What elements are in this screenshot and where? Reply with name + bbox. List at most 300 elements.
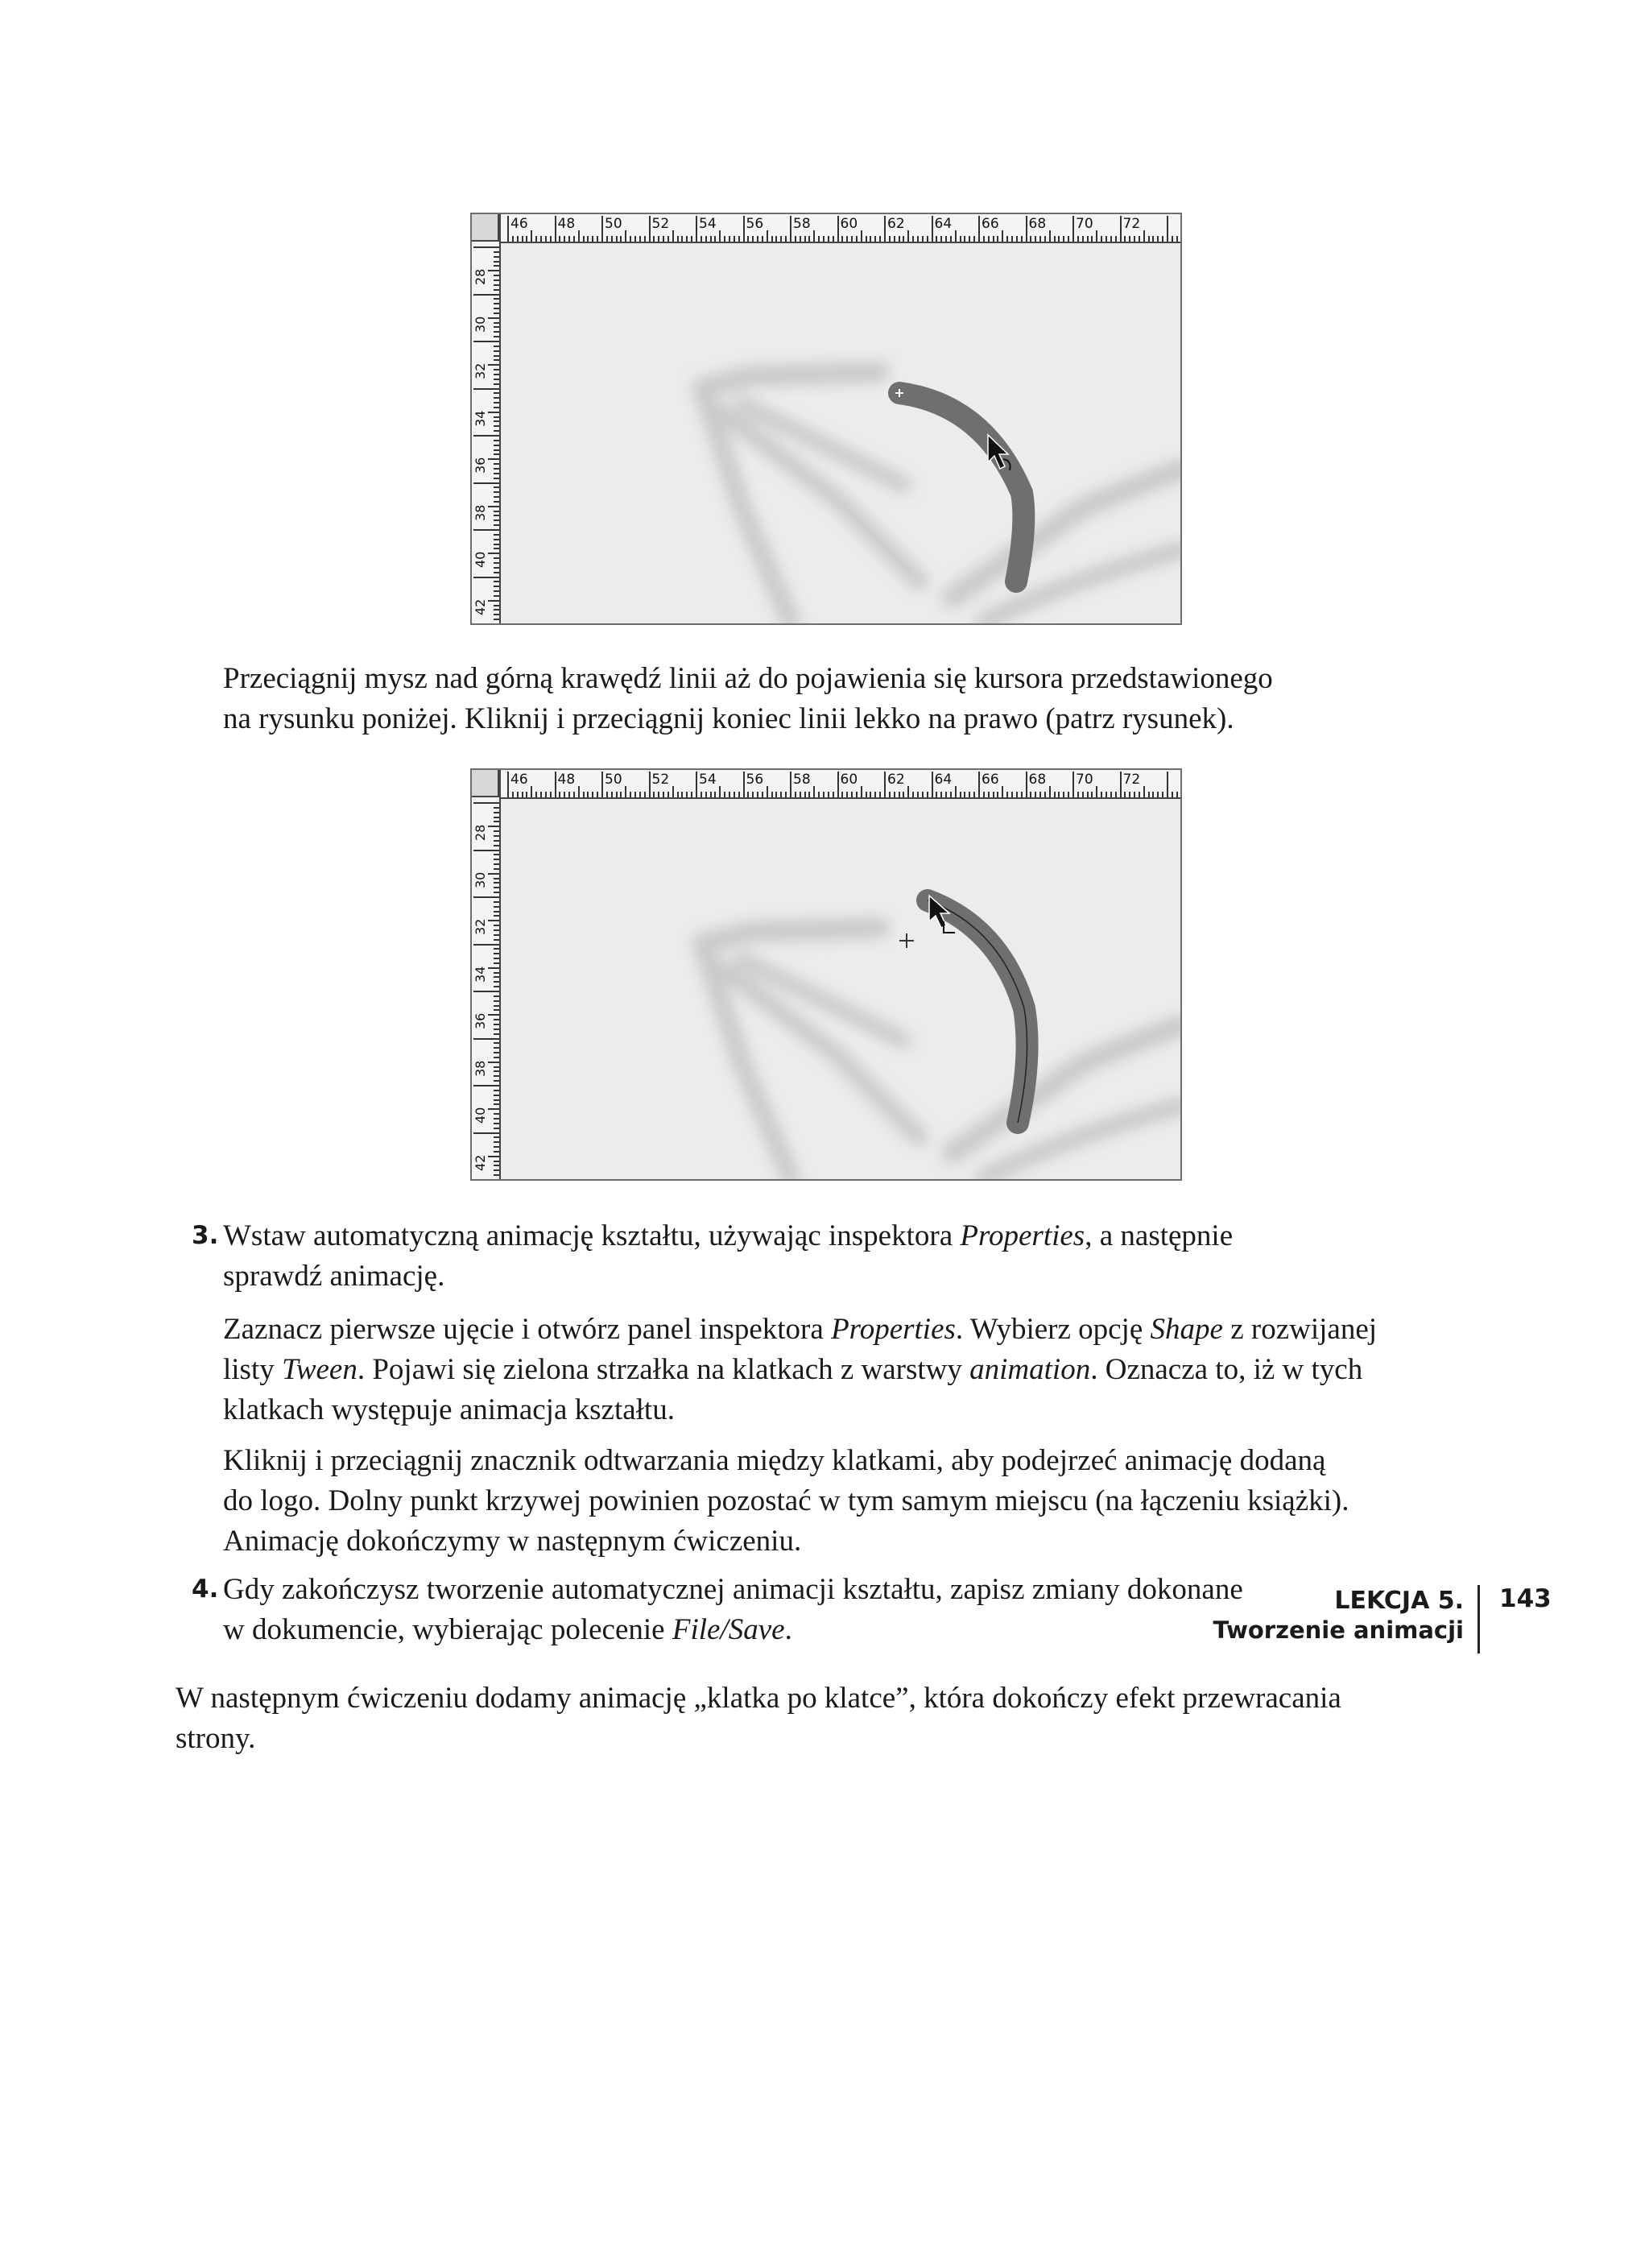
ruler-tick: [705, 792, 707, 797]
ruler-tick: [494, 511, 499, 512]
ruler-label: 36: [473, 457, 488, 474]
ruler-tick: [473, 623, 499, 625]
ruler-tick: [494, 275, 499, 276]
ruler-tick: [644, 792, 646, 797]
ruler-tick: [912, 236, 914, 242]
ruler-tick: [494, 501, 499, 503]
ruler-tick: [473, 896, 499, 898]
ruler-label: 60: [840, 772, 858, 788]
ruler-tick: [494, 284, 499, 286]
ruler-tick: [512, 236, 514, 242]
ruler-tick: [494, 326, 499, 328]
ruler-tick: [1172, 236, 1173, 242]
ruler-tick: [1077, 792, 1079, 797]
ruler-tick: [494, 562, 499, 564]
text-line: Przeciągnij mysz nad górną krawędź linii aż do pojawienia się kursora przedstawionego: [223, 662, 1273, 695]
ruler-tick: [592, 792, 593, 797]
ruler-tick: [767, 230, 768, 242]
horizontal-ruler: [472, 214, 1180, 243]
ruler-tick: [494, 972, 499, 974]
ruler-tick: [630, 236, 631, 242]
ruler-label: 64: [934, 216, 953, 232]
ruler-tick: [823, 792, 824, 797]
ruler-tick: [907, 786, 909, 797]
ruler-tick: [568, 792, 570, 797]
ruler-tick: [531, 786, 532, 797]
step-number: 3.: [192, 1221, 219, 1250]
ruler-tick: [870, 792, 871, 797]
ruler-tick: [578, 786, 580, 797]
ruler-tick: [494, 1128, 499, 1129]
ruler-tick: [488, 270, 499, 271]
ruler-tick: [1049, 230, 1051, 242]
ruler-tick: [494, 425, 499, 427]
ui-term: File/Save: [672, 1613, 785, 1646]
ruler-tick: [899, 792, 900, 797]
ruler-tick: [488, 826, 499, 827]
ruler-tick: [494, 539, 499, 540]
curve-line[interactable]: [928, 900, 1027, 1123]
ruler-tick: [494, 868, 499, 870]
ruler-label: 72: [1122, 772, 1141, 788]
ruler-tick: [494, 958, 499, 959]
ruler-tick: [494, 892, 499, 893]
ruler-tick: [494, 1028, 499, 1030]
ruler-tick: [1148, 792, 1150, 797]
ruler-tick: [861, 230, 862, 242]
ruler-tick: [907, 230, 909, 242]
ruler-tick: [512, 792, 514, 797]
ruler-tick: [1002, 786, 1003, 797]
ruler-tick: [494, 463, 499, 465]
ruler-tick: [889, 792, 891, 797]
ruler-tick: [866, 236, 867, 242]
ruler-tick: [494, 835, 499, 837]
ruler-tick: [667, 792, 669, 797]
paragraph-scrub-playhead: [223, 1441, 1349, 1562]
ruler-tick: [494, 407, 499, 408]
screenshot-curve-before: [470, 213, 1182, 625]
text-line: na rysunku poniżej. Kliknij i przeciągnij koniec linii lekko na prawo (patrz rysunek).: [223, 702, 1234, 735]
ruler-tick: [494, 473, 499, 474]
text-line: Gdy zakończysz tworzenie automatycznej animacji kształtu, zapisz zmiany dokonane: [223, 1573, 1243, 1606]
ruler-tick: [494, 251, 499, 253]
ruler-tick: [494, 948, 499, 950]
ruler-tick: [955, 230, 957, 242]
ruler-label: 42: [473, 598, 488, 615]
ruler-tick: [1068, 236, 1069, 242]
ruler-tick: [1044, 792, 1046, 797]
ruler-tick: [738, 236, 740, 242]
ruler-tick: [517, 236, 519, 242]
text-run: Zaznacz pierwsze ujęcie i otwórz panel inspektora: [223, 1313, 832, 1346]
ruler-tick: [993, 236, 994, 242]
ruler-tick: [494, 911, 499, 913]
ruler-label: 36: [473, 1012, 488, 1029]
footer-lesson-title: Tworzenie animacji: [1213, 1616, 1464, 1644]
ruler-tick: [644, 236, 646, 242]
ruler-tick: [540, 792, 542, 797]
ruler-label: 60: [840, 216, 858, 232]
ruler-tick: [1148, 236, 1150, 242]
ruler-tick: [828, 236, 829, 242]
ruler-tick: [743, 216, 745, 242]
text-line: do logo. Dolny punkt krzywej powinien pozostać w tym samym miejscu (na łączeniu książki).: [223, 1484, 1349, 1517]
ruler-tick: [879, 236, 881, 242]
ruler-tick: [677, 792, 679, 797]
ruler-tick: [1167, 772, 1168, 797]
ruler-tick: [866, 792, 867, 797]
ruler-tick: [808, 792, 810, 797]
ruler-tick: [592, 236, 593, 242]
ruler-tick: [1091, 792, 1093, 797]
ruler-tick: [1157, 236, 1159, 242]
ruler-label: 30: [473, 316, 488, 333]
ruler-tick: [960, 236, 961, 242]
ruler-tick: [473, 944, 499, 946]
ruler-tick: [1058, 236, 1060, 242]
ruler-label: 40: [473, 551, 488, 568]
ruler-tick: [494, 1099, 499, 1101]
ruler-tick: [494, 1151, 499, 1153]
ruler-tick: [494, 524, 499, 526]
ruler-tick: [488, 920, 499, 921]
ruler-tick: [894, 236, 895, 242]
ruler-tick: [1082, 792, 1084, 797]
ruler-tick: [494, 350, 499, 352]
ruler-label: 66: [982, 216, 999, 232]
ruler-tick: [969, 236, 970, 242]
ruler-tick: [752, 792, 754, 797]
ruler-tick: [1139, 792, 1140, 797]
ruler-tick: [790, 772, 791, 797]
ruler-tick: [494, 986, 499, 987]
ruler-tick: [1167, 216, 1168, 242]
ruler-label: 38: [473, 1060, 488, 1077]
ruler-tick: [488, 1156, 499, 1157]
ruler-label: 48: [557, 216, 576, 232]
ruler-tick: [818, 236, 820, 242]
ruler-tick: [494, 1019, 499, 1020]
ruler-label: 50: [605, 216, 622, 232]
ruler-tick: [494, 1136, 499, 1138]
ruler-tick: [1115, 792, 1117, 797]
ruler-tick: [583, 236, 585, 242]
ruler-tick: [494, 1161, 499, 1162]
ruler-tick: [719, 230, 721, 242]
ruler-tick: [997, 236, 998, 242]
ruler-tick: [889, 236, 891, 242]
ruler-tick: [681, 792, 683, 797]
ruler-tick: [1101, 792, 1102, 797]
ruler-tick: [663, 792, 664, 797]
ruler-tick: [494, 887, 499, 888]
ruler-tick: [861, 786, 862, 797]
ruler-tick: [494, 1080, 499, 1082]
ruler-tick: [1172, 792, 1173, 797]
ruler-tick: [686, 792, 688, 797]
vertical-ruler: [472, 214, 501, 623]
ruler-tick: [1077, 236, 1079, 242]
ruler-tick: [1176, 792, 1178, 797]
ruler-tick: [494, 1174, 499, 1176]
ruler-tick: [1026, 216, 1027, 242]
ruler-tick: [762, 792, 763, 797]
ruler-tick: [1006, 792, 1008, 797]
ruler-tick: [473, 294, 499, 296]
ruler-tick: [1106, 236, 1107, 242]
ruler-tick: [494, 449, 499, 451]
ruler-tick: [856, 792, 858, 797]
ruler-tick: [639, 792, 641, 797]
ruler-label: 54: [699, 216, 717, 232]
ruler-label: 34: [473, 966, 488, 983]
ruler-tick: [833, 236, 834, 242]
ruler-tick: [494, 359, 499, 361]
ruler-tick: [494, 303, 499, 304]
text-run: listy: [223, 1353, 282, 1386]
ruler-tick: [494, 619, 499, 620]
ruler-tick: [1120, 216, 1122, 242]
ruler-tick: [955, 786, 957, 797]
ruler-tick: [494, 845, 499, 846]
ruler-tick: [494, 515, 499, 516]
ruler-tick: [1035, 236, 1036, 242]
text-line: sprawdź animację.: [223, 1260, 445, 1293]
ruler-tick: [488, 600, 499, 602]
ruler-tick: [1162, 792, 1163, 797]
ruler-tick: [1039, 792, 1041, 797]
ruler-tick: [494, 496, 499, 498]
ruler-tick: [473, 1038, 499, 1040]
stage-canvas[interactable]: [501, 243, 1180, 623]
ruler-tick: [601, 216, 603, 242]
ruler-tick: [494, 939, 499, 941]
ruler-tick: [841, 236, 843, 242]
ruler-tick: [616, 792, 618, 797]
ruler-tick: [494, 308, 499, 309]
ruler-tick: [649, 772, 651, 797]
ruler-tick: [1134, 236, 1135, 242]
paragraph-closing: [176, 1678, 1341, 1759]
ruler-tick: [1030, 236, 1031, 242]
ruler-tick: [936, 236, 937, 242]
ruler-tick: [734, 236, 735, 242]
footer-lesson-label: LEKCJA 5.: [1334, 1587, 1464, 1615]
ruler-tick: [494, 440, 499, 441]
ruler-tick: [531, 230, 532, 242]
ruler-tick: [978, 216, 980, 242]
ruler-label: 62: [887, 216, 905, 232]
ruler-tick: [540, 236, 542, 242]
ruler-tick: [823, 236, 824, 242]
ruler-label: 58: [793, 772, 811, 788]
ruler-tick: [964, 236, 965, 242]
ruler-tick: [800, 792, 801, 797]
page-number: 143: [1499, 1584, 1552, 1613]
ruler-tick: [494, 256, 499, 258]
ruler-tick: [734, 792, 735, 797]
ruler-tick: [555, 772, 556, 797]
ruler-tick: [762, 236, 763, 242]
ruler-tick: [767, 786, 768, 797]
ruler-tick: [494, 322, 499, 324]
ruler-tick: [922, 236, 924, 242]
ruler-tick: [494, 859, 499, 860]
ruler-tick: [1143, 786, 1145, 797]
ruler-label: 42: [473, 1154, 488, 1171]
ruler-label: 72: [1122, 216, 1141, 232]
ruler-tick: [494, 519, 499, 521]
ruler-tick: [494, 953, 499, 954]
ruler-tick: [658, 236, 659, 242]
ruler-tick: [488, 506, 499, 507]
ruler-tick: [917, 792, 919, 797]
ruler-tick: [940, 792, 942, 797]
ruler-tick: [884, 772, 886, 797]
ruler-tick: [1157, 792, 1159, 797]
ruler-label: 56: [746, 216, 764, 232]
ruler-tick: [757, 236, 758, 242]
ruler-tick: [494, 279, 499, 281]
crosshair-icon: [899, 933, 914, 948]
ruler-tick: [1091, 236, 1093, 242]
ruler-tick: [494, 614, 499, 615]
ruler-tick: [1082, 236, 1084, 242]
ruler-tick: [1129, 792, 1130, 797]
ruler-tick: [705, 236, 707, 242]
ruler-tick: [738, 792, 740, 797]
ruler-tick: [494, 929, 499, 931]
ruler-tick: [625, 786, 626, 797]
ruler-tick: [729, 792, 730, 797]
text-run: , a następnie: [1085, 1219, 1234, 1252]
ruler-tick: [494, 981, 499, 983]
ruler-tick: [494, 265, 499, 267]
ruler-tick: [1011, 792, 1013, 797]
stage-canvas[interactable]: [501, 799, 1180, 1179]
ruler-tick: [473, 577, 499, 578]
ruler-tick: [535, 236, 537, 242]
ruler-tick: [601, 772, 603, 797]
ruler-tick: [667, 236, 669, 242]
ruler-tick: [494, 453, 499, 455]
ruler-tick: [1021, 792, 1023, 797]
step-3-text: [223, 1216, 1233, 1297]
ruler-label: 54: [699, 772, 717, 788]
ruler-tick: [494, 1118, 499, 1120]
ruler-tick: [1176, 236, 1178, 242]
ruler-tick: [494, 1165, 499, 1166]
ruler-tick: [1044, 236, 1046, 242]
ruler-tick: [620, 236, 622, 242]
ruler-label: 56: [746, 772, 764, 788]
ruler-tick: [494, 402, 499, 404]
ruler-tick: [724, 792, 725, 797]
ruler-tick: [785, 236, 787, 242]
text-line: Kliknij i przeciągnij znacznik odtwarzania między klatkami, aby podejrzeć animację dodaną: [223, 1444, 1326, 1477]
ruler-tick: [545, 236, 547, 242]
ruler-tick: [473, 482, 499, 484]
ruler-label: 32: [473, 918, 488, 935]
ruler-tick: [578, 230, 580, 242]
ruler-tick: [494, 976, 499, 978]
ruler-tick: [714, 792, 716, 797]
ruler-tick: [494, 346, 499, 347]
ruler-tick: [573, 236, 575, 242]
ruler-tick: [494, 1024, 499, 1025]
ruler-tick: [473, 1085, 499, 1086]
ruler-tick: [813, 230, 815, 242]
ruler-label: 28: [473, 824, 488, 841]
ruler-tick: [564, 236, 565, 242]
ruler-tick: [630, 792, 631, 797]
ruler-tick: [494, 821, 499, 822]
ruler-tick: [993, 792, 994, 797]
ruler-tick: [894, 792, 895, 797]
ruler-tick: [771, 236, 773, 242]
text-run: Wstaw automatyczną animację kształtu, używając inspektora: [223, 1219, 961, 1252]
ruler-tick: [813, 786, 815, 797]
ruler-tick: [672, 786, 674, 797]
text-run: .: [784, 1613, 792, 1646]
ruler-tick: [488, 1062, 499, 1063]
ruler-tick: [724, 236, 725, 242]
ruler-tick: [677, 236, 679, 242]
ruler-tick: [818, 792, 820, 797]
ruler-tick: [494, 1123, 499, 1124]
ruler-tick: [653, 792, 655, 797]
ruler-tick: [879, 792, 881, 797]
ruler-tick: [473, 341, 499, 342]
ruler-label: 46: [510, 216, 528, 232]
text-run: z rozwijanej: [1222, 1313, 1378, 1346]
horizontal-ruler: [472, 770, 1180, 799]
ruler-tick: [494, 1052, 499, 1053]
ruler-tick: [494, 1090, 499, 1091]
ruler-tick: [658, 792, 659, 797]
ruler-tick: [983, 792, 985, 797]
ruler-tick: [1106, 792, 1107, 797]
ruler-tick: [1002, 230, 1003, 242]
ui-term: Properties: [960, 1219, 1085, 1252]
ruler-tick: [780, 236, 782, 242]
ruler-tick: [950, 236, 952, 242]
ruler-tick: [899, 236, 900, 242]
ruler-tick: [846, 236, 848, 242]
ruler-tick: [494, 1005, 499, 1007]
ruler-tick: [747, 236, 749, 242]
ruler-tick: [473, 388, 499, 390]
text-line: klatkach występuje animacja kształtu.: [223, 1393, 675, 1426]
ruler-tick: [1030, 792, 1031, 797]
ruler-tick: [494, 355, 499, 357]
ruler-tick: [587, 792, 589, 797]
ruler-tick: [696, 216, 697, 242]
ruler-tick: [719, 786, 721, 797]
ruler-tick: [1129, 236, 1130, 242]
ruler-tick: [494, 590, 499, 592]
ruler-tick: [1124, 792, 1126, 797]
ruler-tick: [488, 412, 499, 413]
ruler-tick: [988, 792, 990, 797]
ruler-tick: [804, 792, 806, 797]
ruler-tick: [634, 236, 636, 242]
ruler-tick: [473, 1179, 499, 1181]
ruler-tick: [1152, 792, 1154, 797]
ruler-tick: [494, 1075, 499, 1077]
ruler-tick: [494, 1070, 499, 1072]
